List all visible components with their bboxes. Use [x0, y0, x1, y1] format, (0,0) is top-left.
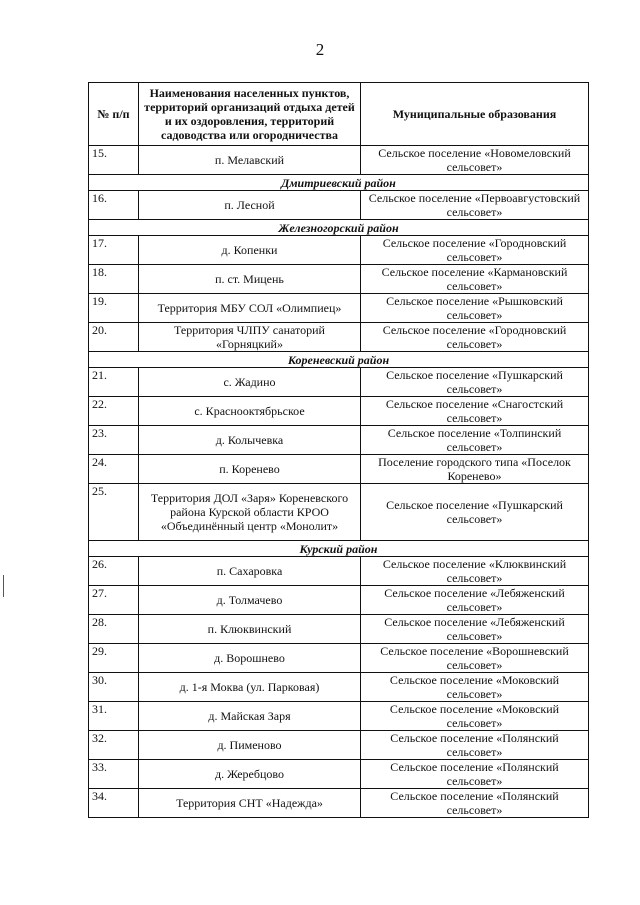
settlements-table	[88, 82, 589, 818]
table-row	[89, 236, 589, 265]
settlement-name: д. Колычевка	[139, 426, 361, 455]
row-number: 25.	[89, 484, 139, 541]
header-mo: Муниципальные образования	[361, 83, 589, 146]
municipality: Сельское поселение «Лебяженский сельсовет»	[361, 586, 589, 615]
table-row	[89, 557, 589, 586]
municipality: Сельское поселение «Толпинский сельсовет»	[361, 426, 589, 455]
row-number: 27.	[89, 586, 139, 615]
table-row	[89, 294, 589, 323]
table-row	[89, 368, 589, 397]
settlement-name: д. Жеребцово	[139, 760, 361, 789]
row-number: 18.	[89, 265, 139, 294]
row-number: 32.	[89, 731, 139, 760]
row-number: 17.	[89, 236, 139, 265]
district-row	[89, 541, 589, 557]
municipality: Сельское поселение «Лебяженский сельсовет»	[361, 615, 589, 644]
settlement-name: д. Ворошнево	[139, 644, 361, 673]
row-number: 28.	[89, 615, 139, 644]
table-row	[89, 760, 589, 789]
table-row	[89, 731, 589, 760]
table-row	[89, 455, 589, 484]
row-number: 23.	[89, 426, 139, 455]
municipality: Сельское поселение «Кармановский сельсовет»	[361, 265, 589, 294]
table-row	[89, 426, 589, 455]
settlement-name: Территория ЧЛПУ санаторий «Горняцкий»	[139, 323, 361, 352]
settlement-name: Территория СНТ «Надежда»	[139, 789, 361, 818]
district-row	[89, 175, 589, 191]
row-number: 31.	[89, 702, 139, 731]
table-row	[89, 789, 589, 818]
district-row	[89, 220, 589, 236]
municipality: Сельское поселение «Городновский сельсовет»	[361, 236, 589, 265]
municipality: Сельское поселение «Рышковский сельсовет»	[361, 294, 589, 323]
municipality: Сельское поселение «Пушкарский сельсовет»	[361, 368, 589, 397]
settlement-name: п. Клюквинский	[139, 615, 361, 644]
table-row	[89, 265, 589, 294]
page-number: 2	[315, 40, 325, 59]
row-number: 29.	[89, 644, 139, 673]
table-row	[89, 484, 589, 541]
table-row	[89, 323, 589, 352]
row-number: 30.	[89, 673, 139, 702]
row-number: 26.	[89, 557, 139, 586]
table-row	[89, 397, 589, 426]
row-number: 33.	[89, 760, 139, 789]
municipality: Поселение городского типа «Поселок Коренево»	[361, 455, 589, 484]
table-row	[89, 615, 589, 644]
settlement-name: п. ст. Мицень	[139, 265, 361, 294]
district-title: Кореневский район	[89, 352, 589, 368]
district-title: Курский район	[89, 541, 589, 557]
table-row	[89, 673, 589, 702]
row-number: 24.	[89, 455, 139, 484]
table-header-row	[89, 83, 589, 146]
settlement-name: п. Лесной	[139, 191, 361, 220]
municipality: Сельское поселение «Полянский сельсовет»	[361, 789, 589, 818]
header-name: Наименования населенных пунктов, территорий организаций отдыха детей и их оздоровления, территорий садоводства или огородничества	[139, 83, 361, 146]
municipality: Сельское поселение «Пушкарский сельсовет»	[361, 484, 589, 541]
municipality: Сельское поселение «Моковский сельсовет»	[361, 673, 589, 702]
row-number: 16.	[89, 191, 139, 220]
municipality: Сельское поселение «Моковский сельсовет»	[361, 702, 589, 731]
settlement-name: д. Копенки	[139, 236, 361, 265]
row-number: 19.	[89, 294, 139, 323]
settlement-name: п. Коренево	[139, 455, 361, 484]
settlement-name: д. 1-я Моква (ул. Парковая)	[139, 673, 361, 702]
table-row	[89, 644, 589, 673]
table-row	[89, 146, 589, 175]
row-number: 15.	[89, 146, 139, 175]
settlement-name: д. Майская Заря	[139, 702, 361, 731]
table-row	[89, 191, 589, 220]
settlement-name: Территория ДОЛ «Заря» Кореневского района Курской области КРОО «Объединённый центр «Монолит»	[139, 484, 361, 541]
municipality: Сельское поселение «Ворошневский сельсовет»	[361, 644, 589, 673]
row-number: 21.	[89, 368, 139, 397]
row-number: 22.	[89, 397, 139, 426]
margin-mark	[3, 575, 4, 597]
settlement-name: п. Мелавский	[139, 146, 361, 175]
municipality: Сельское поселение «Полянский сельсовет»	[361, 760, 589, 789]
district-title: Железногорский район	[89, 220, 589, 236]
municipality: Сельское поселение «Новомеловский сельсовет»	[361, 146, 589, 175]
municipality: Сельское поселение «Первоавгустовский сельсовет»	[361, 191, 589, 220]
municipality: Сельское поселение «Городновский сельсовет»	[361, 323, 589, 352]
settlement-name: п. Сахаровка	[139, 557, 361, 586]
municipality: Сельское поселение «Клюквинский сельсовет»	[361, 557, 589, 586]
row-number: 20.	[89, 323, 139, 352]
settlement-name: д. Толмачево	[139, 586, 361, 615]
settlement-name: с. Краснооктябрьское	[139, 397, 361, 426]
municipality: Сельское поселение «Снагостский сельсовет»	[361, 397, 589, 426]
table-row	[89, 702, 589, 731]
district-title: Дмитриевский район	[89, 175, 589, 191]
settlement-name: д. Пименово	[139, 731, 361, 760]
municipality: Сельское поселение «Полянский сельсовет»	[361, 731, 589, 760]
header-num: № п/п	[89, 83, 139, 146]
table-body	[89, 146, 589, 818]
settlement-name: Территория МБУ СОЛ «Олимпиец»	[139, 294, 361, 323]
row-number: 34.	[89, 789, 139, 818]
district-row	[89, 352, 589, 368]
table-row	[89, 586, 589, 615]
settlement-name: с. Жадино	[139, 368, 361, 397]
